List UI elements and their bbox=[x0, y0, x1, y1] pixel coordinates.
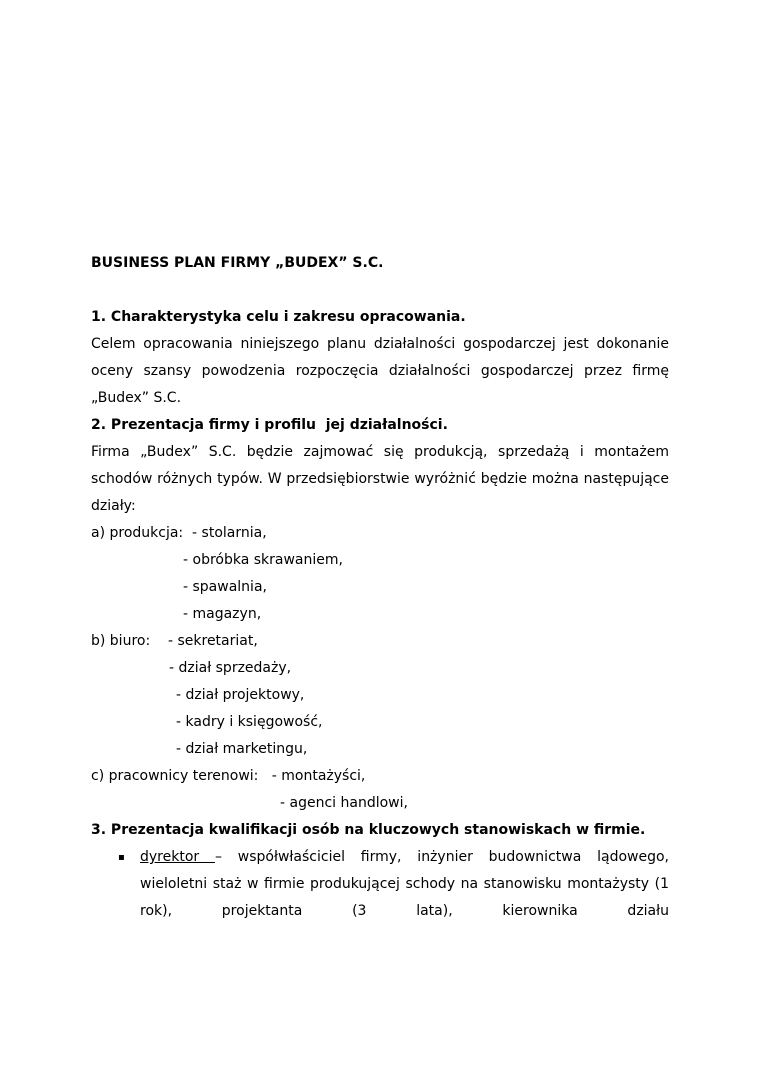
spacer bbox=[91, 277, 669, 304]
bullet-paragraph bbox=[140, 844, 669, 925]
list-line-pracownicy-terenowi: c) pracownicy terenowi: - montażyści, bbox=[91, 768, 366, 784]
list-line-produkcja: a) produkcja: - stolarnia, bbox=[91, 525, 267, 541]
section-2-paragraph: Firma „Budex” S.C. będzie zajmować się produkcją, sprzedażą i montażem schodów różnych typów. W przedsiębiorstwie wyróżnić będzie można następujące działy: bbox=[91, 444, 669, 514]
list-line-obrobka: - obróbka skrawaniem, bbox=[183, 552, 343, 568]
section-2-heading: 2. Prezentacja firmy i profilu jej działalności. bbox=[91, 417, 448, 433]
list-line-dzial-sprzedazy: - dział sprzedaży, bbox=[169, 660, 292, 676]
list-line-dzial-marketingu: - dział marketingu, bbox=[176, 741, 308, 757]
list-item-dyrektor bbox=[91, 844, 669, 925]
section-1-heading: 1. Charakterystyka celu i zakresu opracowania. bbox=[91, 309, 466, 325]
bullet-term: dyrektor bbox=[140, 849, 215, 865]
document-title: BUSINESS PLAN FIRMY „BUDEX” S.C. bbox=[91, 255, 384, 271]
section-3-heading: 3. Prezentacja kwalifikacji osób na kluczowych stanowiskach w firmie. bbox=[91, 822, 646, 838]
square-bullet-icon: ▪ bbox=[118, 852, 125, 863]
list-line-dzial-projektowy: - dział projektowy, bbox=[176, 687, 305, 703]
list-line-spawalnia: - spawalnia, bbox=[183, 579, 267, 595]
list-line-magazyn: - magazyn, bbox=[183, 606, 262, 622]
bullet-body: – współwłaściciel firmy, inżynier budownictwa lądowego, wieloletni staż w firmie produkującej schody na stanowisku montażysty (1 rok), projektanta (3 lata), kierownika działu bbox=[140, 849, 669, 919]
section-1-paragraph: Celem opracowania niniejszego planu działalności gospodarczej jest dokonanie oceny szansy powodzenia rozpoczęcia działalności gospodarczej przez firmę „Budex” S.C. bbox=[91, 336, 669, 406]
list-line-biuro: b) biuro: - sekretariat, bbox=[91, 633, 258, 649]
list-line-kadry: - kadry i księgowość, bbox=[176, 714, 323, 730]
list-line-agenci: - agenci handlowi, bbox=[280, 795, 408, 811]
